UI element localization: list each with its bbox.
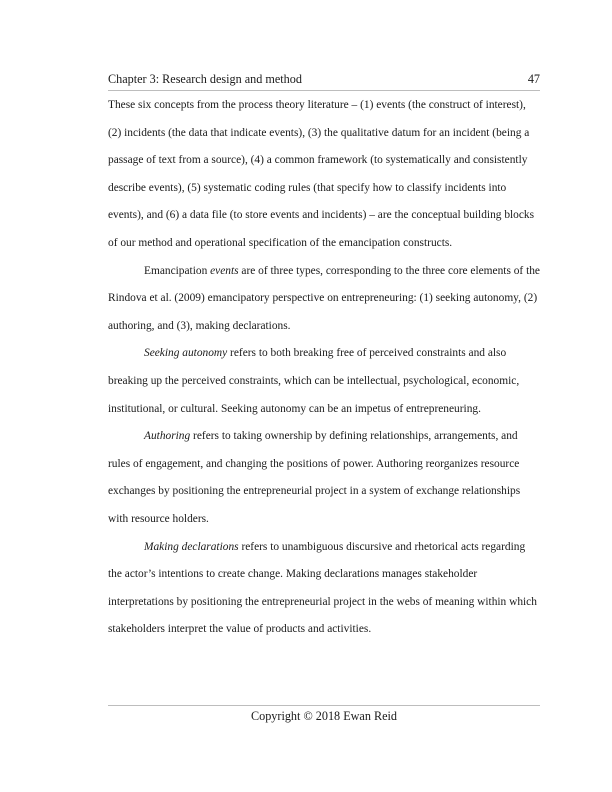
paragraph — [108, 92, 540, 258]
text-run: refers to unambiguous discursive and rhetorical acts regarding the actor’s intentions to create change. Making declarations manages stakeholder interpretations by positioning the entrepreneurial project in the webs of meaning within which stakeholders interpret the value of products and activities. — [108, 540, 537, 636]
chapter-title: Chapter 3: Research design and method — [108, 72, 302, 86]
paragraph — [108, 340, 540, 423]
italic-term: Making declarations — [144, 540, 239, 553]
text-run: refers to taking ownership by defining relationships, arrangements, and rules of engagement, and changing the positions of power. Authoring reorganizes resource exchanges by positioning the entrepreneurial project in a system of exchange relationships with resource holders. — [108, 430, 521, 525]
paragraph — [108, 258, 540, 341]
italic-term: Seeking autonomy — [144, 347, 228, 360]
paragraph — [108, 423, 540, 533]
text-run: are of three types, corresponding to the three core elements of the Rindova et al. (2009) emancipatory perspective on entrepreneuring: (1) seeking autonomy, (2) authoring, and (3), making declarations. — [108, 264, 540, 332]
paragraph — [108, 534, 540, 644]
copyright-footer: Copyright © 2018 Ewan Reid — [250, 709, 398, 723]
italic-term: events — [210, 264, 239, 277]
footer-divider — [108, 705, 540, 706]
body-text — [108, 92, 540, 644]
page-number: 47 — [527, 72, 540, 86]
page-header — [108, 72, 540, 91]
text-run: Emancipation — [144, 264, 211, 277]
italic-term: Authoring — [144, 430, 191, 443]
text-run: refers to both breaking free of perceived constraints and also breaking up the perceived constraints, which can be intellectual, psychological, economic, institutional, or cultural. Seeking autonomy can be an impetus of entrepreneuring. — [108, 347, 520, 415]
text-run: These six concepts from the process theory literature – (1) events (the construct of interest), (2) incidents (the data that indicate events), (3) the qualitative datum for an incident (being a passage of text from a source), (4) a common framework (to systematically and consistently describe events), (5) systematic coding rules (that specify how to classify incidents into events), and (6) a data file (to store events and incidents) – are the conceptual building blocks of our method and operational specification of the emancipation constructs. — [108, 99, 535, 249]
